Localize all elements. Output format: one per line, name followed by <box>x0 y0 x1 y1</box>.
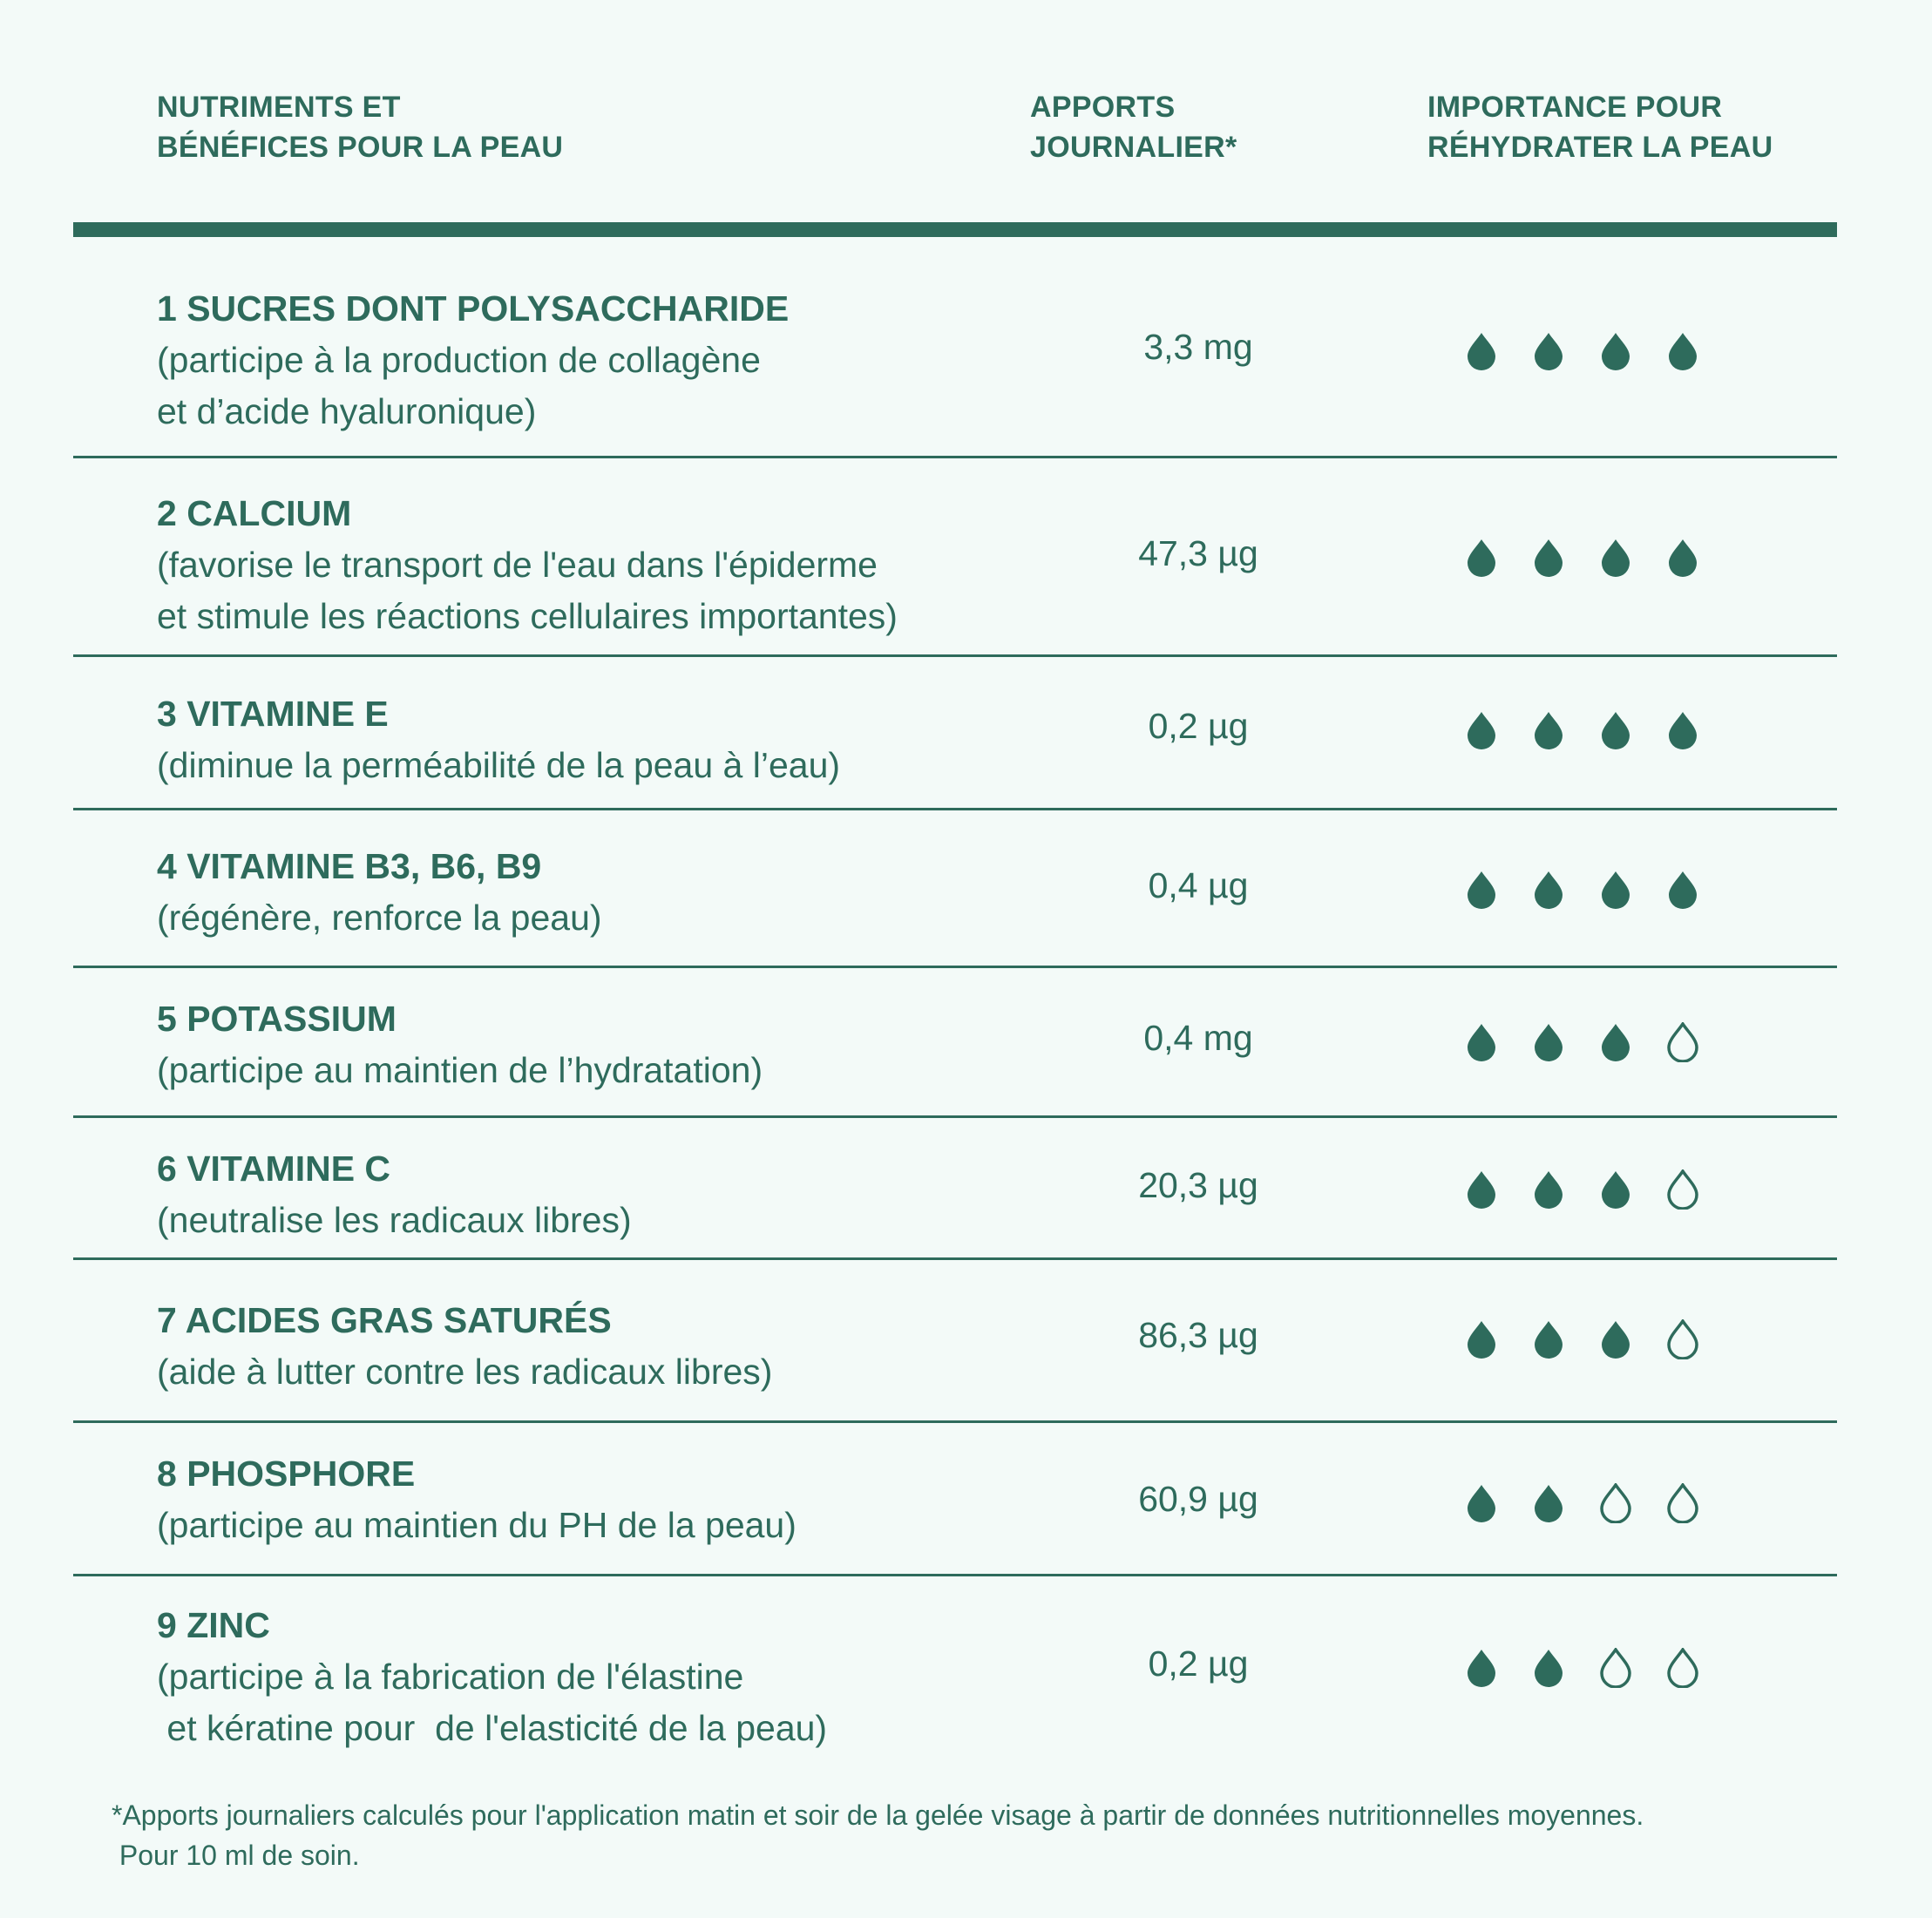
importance-rating <box>1464 331 1700 371</box>
water-drop-outline-icon <box>1665 1169 1700 1210</box>
water-drop-outline-icon <box>1665 1022 1700 1062</box>
nutrient-name-cell <box>157 993 763 1096</box>
row-divider <box>73 456 1837 458</box>
daily-intake-value: 86,3 µg <box>1138 1315 1258 1355</box>
water-drop-filled-icon <box>1665 331 1700 371</box>
water-drop-filled-icon <box>1598 331 1633 371</box>
daily-intake-value: 20,3 µg <box>1138 1165 1258 1205</box>
nutrient-title: 5 POTASSIUM <box>157 999 397 1039</box>
header-daily-intake-line2: JOURNALIER* <box>1030 131 1237 164</box>
nutrient-title: 9 ZINC <box>157 1605 270 1645</box>
nutrient-description: (participe au maintien de l’hydratation) <box>157 1050 763 1090</box>
water-drop-filled-icon <box>1531 331 1566 371</box>
water-drop-filled-icon <box>1531 1022 1566 1062</box>
water-drop-filled-icon <box>1531 710 1566 750</box>
water-drop-filled-icon <box>1665 870 1700 910</box>
water-drop-outline-icon <box>1665 1319 1700 1359</box>
importance-rating <box>1464 1022 1700 1062</box>
nutrient-description: et stimule les réactions cellulaires importantes) <box>157 596 898 636</box>
nutrient-name-cell <box>157 283 789 437</box>
daily-intake-value: 0,4 µg <box>1148 865 1249 905</box>
nutrient-description: (participe au maintien du PH de la peau) <box>157 1505 797 1545</box>
header-nutrients-line2: BÉNÉFICES POUR LA PEAU <box>157 131 564 164</box>
nutrient-title: 3 VITAMINE E <box>157 694 389 734</box>
importance-rating <box>1464 538 1700 578</box>
water-drop-filled-icon <box>1464 1483 1499 1523</box>
nutrient-description: (diminue la perméabilité de la peau à l’eau) <box>157 745 841 785</box>
row-divider <box>73 654 1837 657</box>
nutrient-title: 1 SUCRES DONT POLYSACCHARIDE <box>157 288 790 329</box>
water-drop-filled-icon <box>1464 870 1499 910</box>
water-drop-filled-icon <box>1598 1169 1633 1210</box>
water-drop-filled-icon <box>1531 1648 1566 1688</box>
water-drop-filled-icon <box>1464 1319 1499 1359</box>
row-divider <box>73 808 1837 810</box>
daily-intake-value: 47,3 µg <box>1138 533 1258 573</box>
header-importance-line1: IMPORTANCE POUR <box>1427 91 1723 124</box>
water-drop-filled-icon <box>1464 1169 1499 1210</box>
water-drop-filled-icon <box>1598 1319 1633 1359</box>
nutrient-name-cell <box>157 1143 632 1246</box>
header-daily-intake <box>1030 87 1237 167</box>
nutrient-title: 4 VITAMINE B3, B6, B9 <box>157 846 542 886</box>
nutrient-description: (neutralise les radicaux libres) <box>157 1200 632 1240</box>
water-drop-filled-icon <box>1598 870 1633 910</box>
water-drop-outline-icon <box>1598 1648 1633 1688</box>
importance-rating <box>1464 870 1700 910</box>
header-nutrients-line1: NUTRIMENTS ET <box>157 91 401 124</box>
importance-rating <box>1464 710 1700 750</box>
footnote-line2: Pour 10 ml de soin. <box>112 1840 360 1871</box>
daily-intake-value: 3,3 mg <box>1143 327 1253 367</box>
nutrient-description: et d’acide hyaluronique) <box>157 391 537 431</box>
footnote <box>112 1795 1644 1875</box>
water-drop-outline-icon <box>1665 1648 1700 1688</box>
nutrient-description: (favorise le transport de l'eau dans l'épiderme <box>157 545 878 585</box>
water-drop-outline-icon <box>1665 1483 1700 1523</box>
water-drop-filled-icon <box>1464 1648 1499 1688</box>
nutrient-description: (participe à la production de collagène <box>157 340 761 380</box>
water-drop-filled-icon <box>1531 870 1566 910</box>
daily-intake-value: 60,9 µg <box>1138 1479 1258 1519</box>
row-divider <box>73 966 1837 968</box>
header-nutrients <box>157 87 563 167</box>
water-drop-outline-icon <box>1598 1483 1633 1523</box>
row-divider <box>73 1115 1837 1118</box>
water-drop-filled-icon <box>1464 1022 1499 1062</box>
importance-rating <box>1464 1483 1700 1523</box>
nutrient-title: 2 CALCIUM <box>157 493 352 533</box>
nutrient-title: 8 PHOSPHORE <box>157 1454 416 1494</box>
nutrient-title: 7 ACIDES GRAS SATURÉS <box>157 1300 612 1340</box>
nutrient-name-cell <box>157 688 840 791</box>
water-drop-filled-icon <box>1464 538 1499 578</box>
nutrient-description: (aide à lutter contre les radicaux libres) <box>157 1352 773 1392</box>
row-divider <box>73 1574 1837 1576</box>
water-drop-filled-icon <box>1665 710 1700 750</box>
importance-rating <box>1464 1169 1700 1210</box>
water-drop-filled-icon <box>1531 1319 1566 1359</box>
water-drop-filled-icon <box>1464 710 1499 750</box>
nutrient-description: et kératine pour de l'elasticité de la peau) <box>157 1708 828 1748</box>
nutrient-title: 6 VITAMINE C <box>157 1149 391 1189</box>
header-importance <box>1427 87 1773 167</box>
water-drop-filled-icon <box>1598 538 1633 578</box>
importance-rating <box>1464 1648 1700 1688</box>
nutrient-name-cell <box>157 841 602 944</box>
water-drop-filled-icon <box>1464 331 1499 371</box>
nutrient-name-cell <box>157 1448 797 1551</box>
water-drop-filled-icon <box>1598 1022 1633 1062</box>
footnote-line1: *Apports journaliers calculés pour l'application matin et soir de la gelée visage à partir de données nutritionnelles moyennes. <box>112 1799 1644 1831</box>
daily-intake-value: 0,2 µg <box>1148 706 1249 746</box>
nutrient-name-cell <box>157 488 898 642</box>
water-drop-filled-icon <box>1531 538 1566 578</box>
nutrient-name-cell <box>157 1295 772 1398</box>
water-drop-filled-icon <box>1531 1483 1566 1523</box>
row-divider <box>73 1420 1837 1423</box>
water-drop-filled-icon <box>1531 1169 1566 1210</box>
daily-intake-value: 0,2 µg <box>1148 1644 1249 1684</box>
water-drop-filled-icon <box>1598 710 1633 750</box>
header-importance-line2: RÉHYDRATER LA PEAU <box>1427 131 1773 164</box>
row-divider <box>73 1257 1837 1260</box>
water-drop-filled-icon <box>1665 538 1700 578</box>
header-daily-intake-line1: APPORTS <box>1030 91 1176 124</box>
importance-rating <box>1464 1319 1700 1359</box>
daily-intake-value: 0,4 mg <box>1143 1018 1253 1058</box>
header-divider <box>73 222 1837 237</box>
nutrient-description: (participe à la fabrication de l'élastine <box>157 1657 744 1697</box>
nutrient-name-cell <box>157 1600 827 1754</box>
nutrient-description: (régénère, renforce la peau) <box>157 898 602 938</box>
